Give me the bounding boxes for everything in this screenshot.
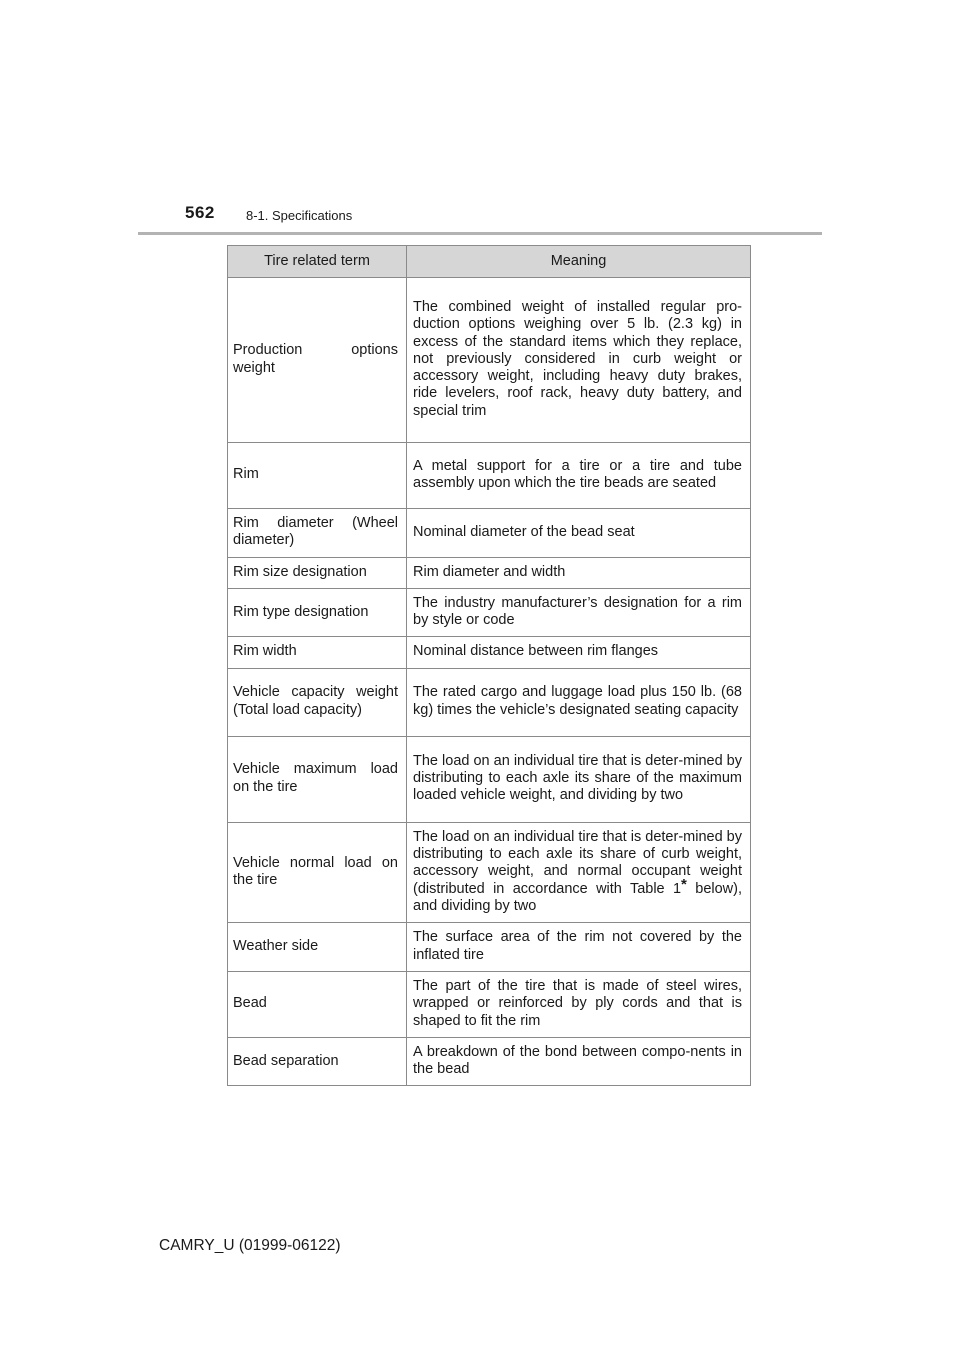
meaning-cell: The industry manufacturer’s designation for a rim by style or code xyxy=(407,588,751,637)
term-cell: Bead separation xyxy=(228,1037,407,1086)
meaning-cell: Rim diameter and width xyxy=(407,557,751,588)
table-row xyxy=(228,557,751,588)
term-cell: Vehicle normal load on the tire xyxy=(228,822,407,922)
term-cell: Rim width xyxy=(228,637,407,668)
meaning-cell: A metal support for a tire or a tire and tube assembly upon which the tire beads are seated xyxy=(407,443,751,509)
table-row xyxy=(228,588,751,637)
meaning-cell: The part of the tire that is made of steel wires, wrapped or reinforced by ply cords and that is shaped to fit the rim xyxy=(407,971,751,1037)
table-row xyxy=(228,822,751,922)
document-code: CAMRY_U (01999-06122) xyxy=(159,1237,341,1254)
term-cell: Vehicle maximum load on the tire xyxy=(228,736,407,822)
table-row xyxy=(228,668,751,736)
footnote-marker: * xyxy=(681,875,687,893)
table-row xyxy=(228,1037,751,1086)
table-row xyxy=(228,443,751,509)
table-row xyxy=(228,278,751,443)
term-cell: Bead xyxy=(228,971,407,1037)
section-title: 8-1. Specifications xyxy=(246,208,353,223)
term-cell: Rim diameter (Wheel diameter) xyxy=(228,509,407,558)
meaning-cell: Nominal diameter of the bead seat xyxy=(407,509,751,558)
meaning-cell: The load on an individual tire that is deter-mined by distributing to each axle its share of the maximum loaded vehicle weight, and dividing by two xyxy=(407,736,751,822)
meaning-cell: The rated cargo and luggage load plus 150 lb. (68 kg) times the vehicle’s designated seating capacity xyxy=(407,668,751,736)
column-header-term: Tire related term xyxy=(228,246,407,278)
term-cell: Weather side xyxy=(228,923,407,972)
table-row xyxy=(228,923,751,972)
tire-terms-table xyxy=(227,245,751,1086)
meaning-cell: Nominal distance between rim flanges xyxy=(407,637,751,668)
table-row xyxy=(228,509,751,558)
term-cell: Rim size designation xyxy=(228,557,407,588)
term-cell: Rim xyxy=(228,443,407,509)
table-row xyxy=(228,971,751,1037)
table-header-row xyxy=(228,246,751,278)
term-cell: Vehicle capacity weight (Total load capacity) xyxy=(228,668,407,736)
header-divider xyxy=(138,232,822,235)
page-number: 562 xyxy=(185,203,215,222)
table-row xyxy=(228,637,751,668)
meaning-text-part: below), and dividing by two xyxy=(413,880,742,914)
table-row xyxy=(228,736,751,822)
term-cell: Rim type designation xyxy=(228,588,407,637)
meaning-cell xyxy=(407,822,751,922)
column-header-meaning: Meaning xyxy=(407,246,751,278)
meaning-cell: A breakdown of the bond between compo-nents in the bead xyxy=(407,1037,751,1086)
meaning-text-part: The load on an individual tire that is deter-mined by distributing to each axle its share of curb weight, accessory weight, and normal occupant weight (distributed in accordance with Table 1 xyxy=(413,828,742,897)
term-cell: Production options weight xyxy=(228,278,407,443)
meaning-cell: The combined weight of installed regular pro-duction options weighing over 5 lb. (2.3 kg) in excess of the standard items which they replace, not previously considered in curb weight or accessory weight, including heavy duty brakes, ride levelers, roof rack, heavy duty battery, and special trim xyxy=(407,278,751,443)
meaning-cell: The surface area of the rim not covered by the inflated tire xyxy=(407,923,751,972)
